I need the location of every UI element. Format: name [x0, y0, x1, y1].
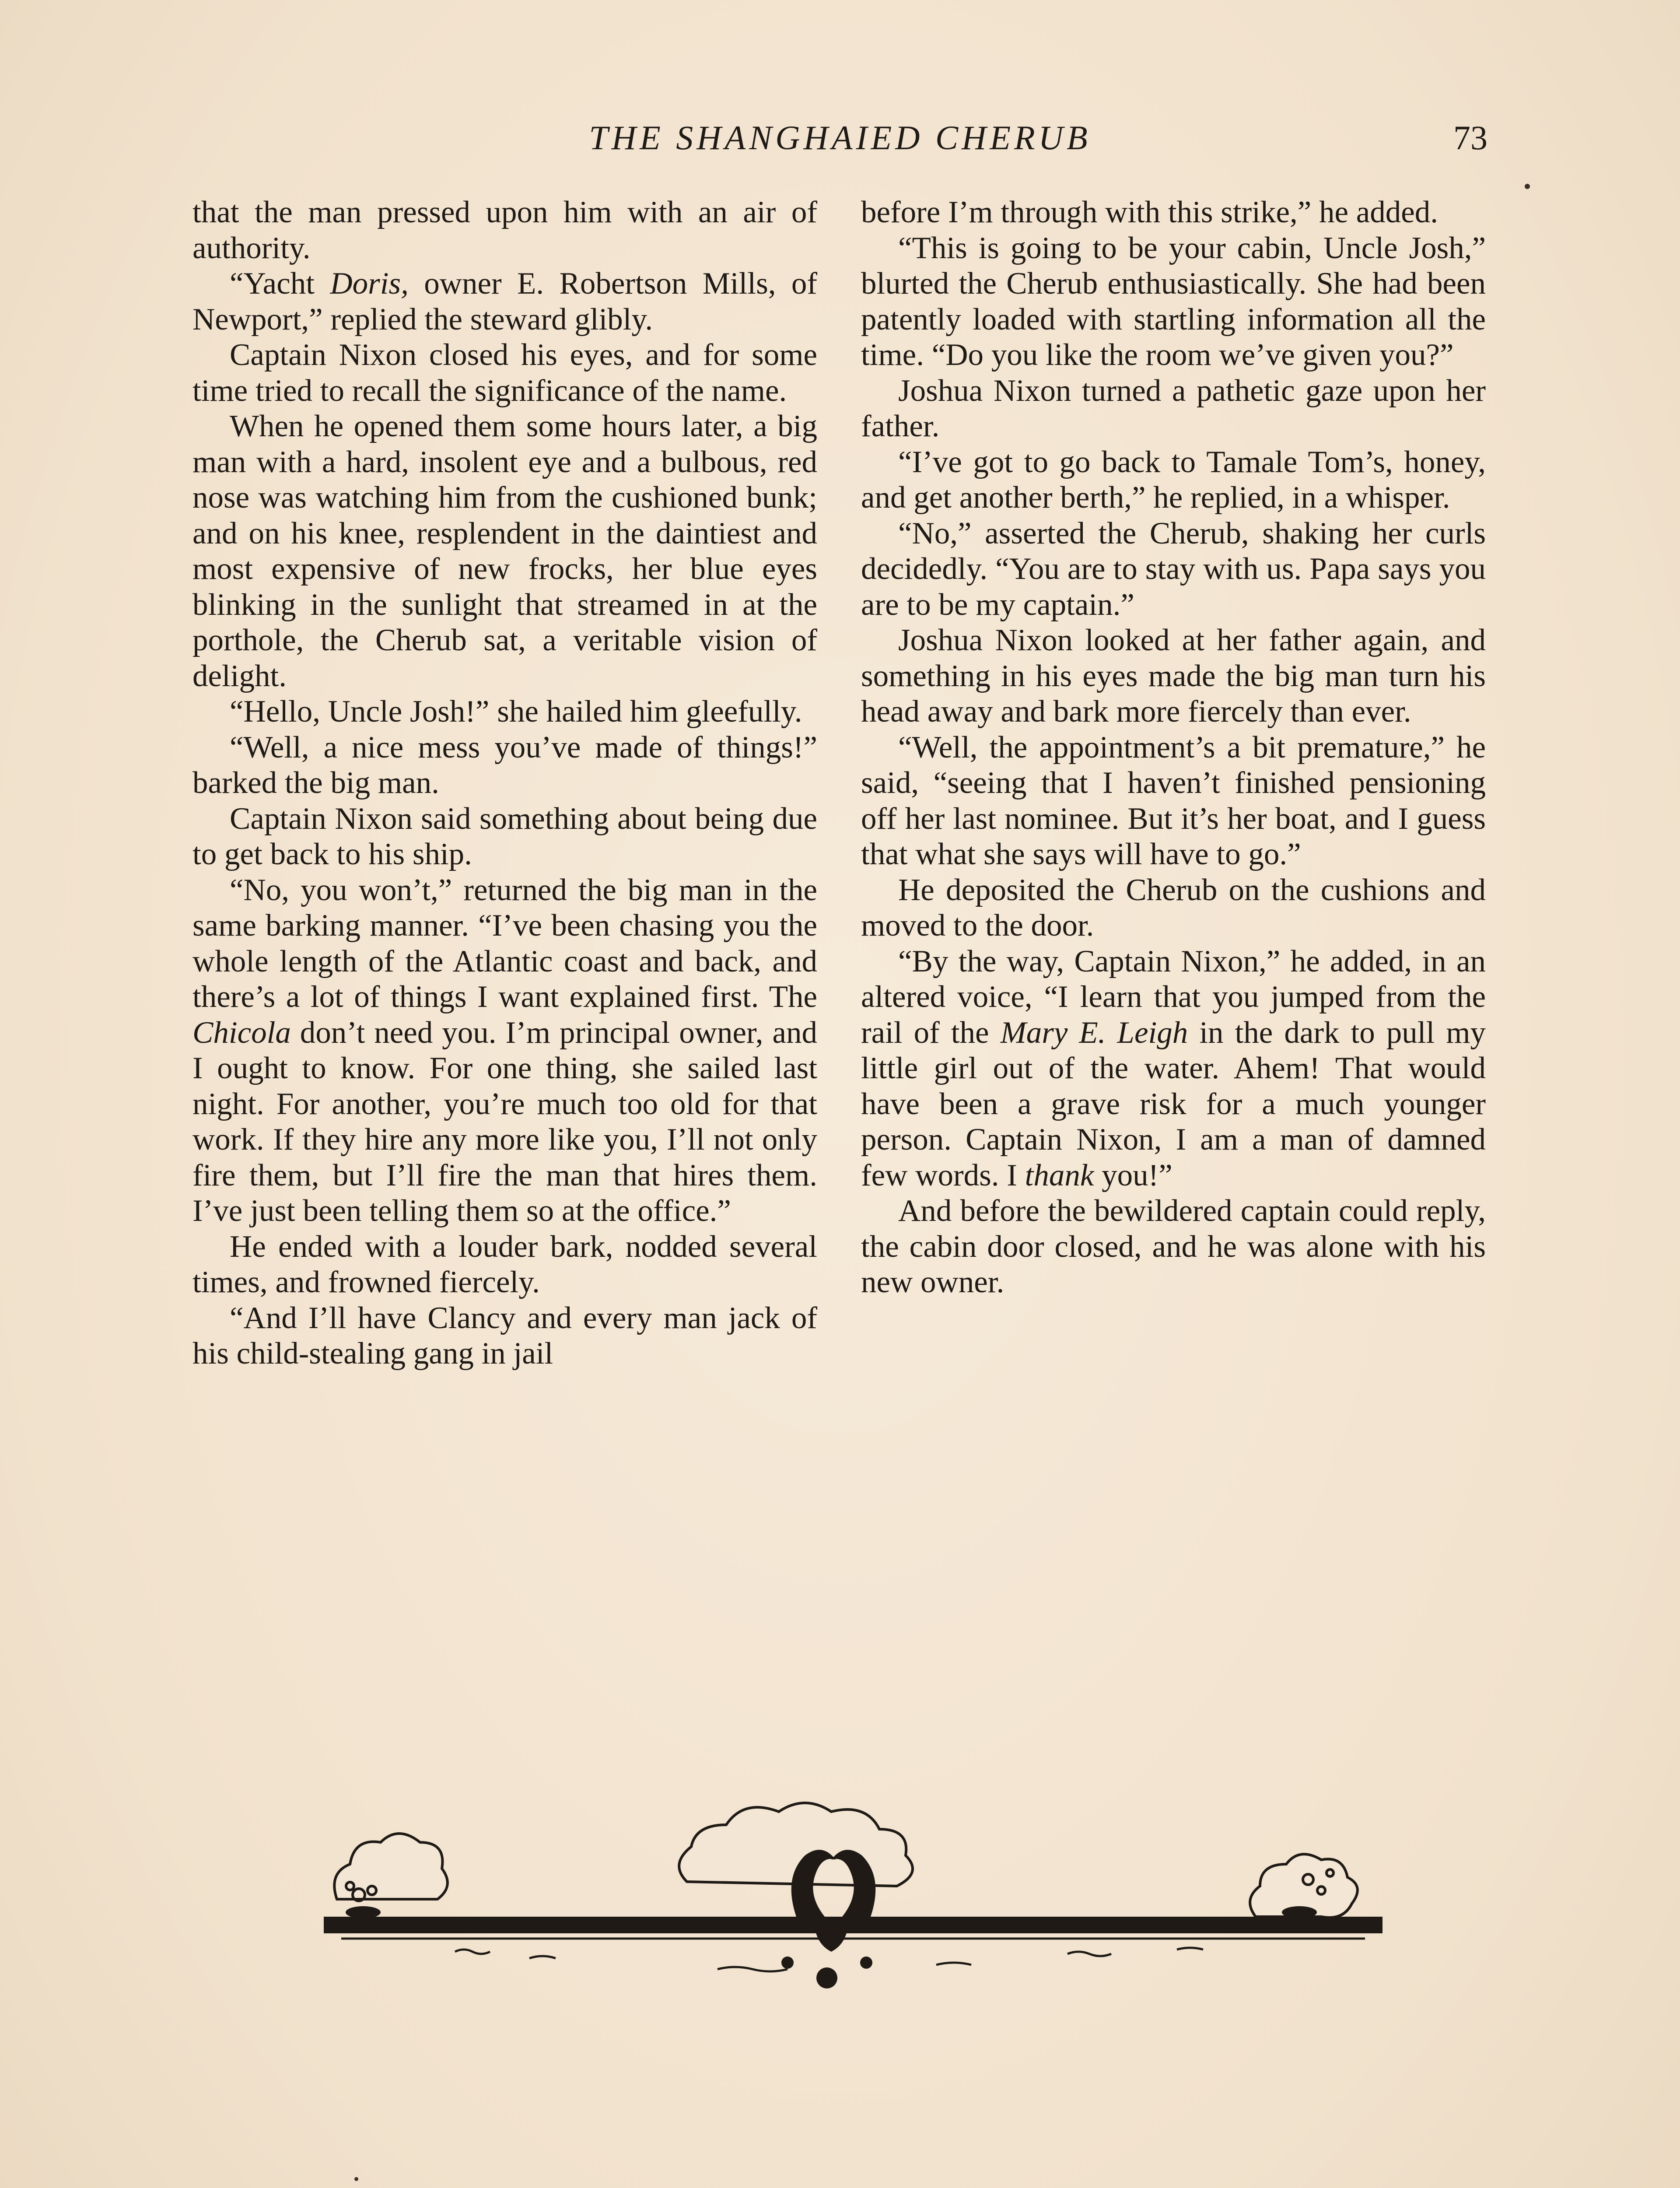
- paragraph: [861, 1193, 1486, 1301]
- paragraph: [192, 730, 817, 801]
- paragraph: [192, 337, 817, 409]
- paragraph: [192, 801, 817, 873]
- text-run: “This is going to be your cabin, Uncle Josh,” blurted the Cherub enthusiastically. She had been patently loaded with startling information all the time. “Do you like the room we’ve given you?”: [861, 231, 1486, 372]
- paragraph: [861, 730, 1486, 873]
- italic-text: Chicola: [192, 1015, 291, 1050]
- paragraph: [861, 195, 1486, 231]
- left-text-column: [192, 195, 817, 1372]
- text-run: When he opened them some hours later, a big man with a hard, insolent eye and a bulbous, red nose was watching him from the cushioned bunk; and on his knee, resplendent in the daintiest and most expensive of new frocks, her blue eyes blinking in the sunlight that streamed in at the porthole, the Cherub sat, a veritable vision of delight.: [192, 409, 817, 693]
- italic-text: Doris,: [330, 266, 409, 301]
- text-run: “Hello, Uncle Josh!” she hailed him gleefully.: [230, 694, 802, 729]
- text-run: “By the way, Captain Nixon,” he added, in an altered voice, “I learn that you jumped from the rail of the: [861, 944, 1486, 1050]
- text-run: Joshua Nixon turned a pathetic gaze upon her father.: [861, 373, 1486, 443]
- paragraph: [192, 266, 817, 337]
- text-run: “Well, a nice mess you’ve made of things!” barked the big man.: [192, 730, 817, 800]
- paragraph: [192, 694, 817, 730]
- paragraph: [861, 231, 1486, 373]
- text-run: Captain Nixon said something about being due to get back to his ship.: [192, 801, 817, 871]
- page-header: [192, 118, 1488, 171]
- text-run: Joshua Nixon looked at her father again, and something in his eyes made the big man turn his head away and bark more fiercely than ever.: [861, 623, 1486, 729]
- paragraph: [861, 873, 1486, 944]
- paragraph: [192, 1229, 817, 1301]
- running-head: THE SHANGHAIED CHERUB: [589, 119, 1091, 157]
- text-run: Captain Nixon closed his eyes, and for some time tried to recall the significance of the name.: [192, 338, 817, 408]
- paragraph: [861, 516, 1486, 623]
- text-run: in the dark to pull my little girl out of the water. Ahem! That would have been a grave risk for a much younger person. Captain Nixon, I am a man of damned few words. I: [861, 1015, 1486, 1192]
- text-run: He deposited the Cherub on the cushions and moved to the door.: [861, 873, 1486, 943]
- text-run: before I’m through with this strike,” he added.: [861, 195, 1438, 229]
- paragraph: [861, 373, 1486, 445]
- text-run: “Yacht: [230, 266, 330, 301]
- text-run: “No,” asserted the Cherub, shaking her curls decidedly. “You are to stay with us. Papa says you are to be my captain.”: [861, 516, 1486, 622]
- paragraph: [861, 445, 1486, 516]
- paragraph: [192, 873, 817, 1229]
- italic-text: Mary E. Leigh: [1000, 1015, 1188, 1050]
- text-run: that the man pressed upon him with an air of authority.: [192, 195, 817, 265]
- text-run: “Well, the appointment’s a bit premature,” he said, “seeing that I haven’t finished pensioning off her last nominee. But it’s her boat, and I guess that what she says will have to go.”: [861, 730, 1486, 871]
- ink-fleck: [354, 2177, 358, 2181]
- paragraph: [861, 623, 1486, 730]
- text-run: He ended with a louder bark, nodded several times, and frowned fiercely.: [192, 1229, 817, 1299]
- text-run: you!”: [1094, 1158, 1172, 1192]
- text-run: “No, you won’t,” returned the big man in the same barking manner. “I’ve been chasing you the whole length of the Atlantic coast and back, and there’s a lot of things I want explained first. The: [192, 873, 817, 1014]
- paragraph: [192, 1301, 817, 1372]
- text-run: don’t need you. I’m principal owner, and I ought to know. For one thing, she sailed last night. For another, you’re much too old for that work. If they hire any more like you, I’ll not only fire them, but I’ll fire the man that hires them. I’ve just been telling them so at the office.”: [192, 1015, 817, 1228]
- ink-fleck: [1525, 184, 1530, 189]
- text-run: “I’ve got to go back to Tamale Tom’s, honey, and get another berth,” he replied, in a whisper.: [861, 445, 1486, 515]
- paragraph: [861, 944, 1486, 1194]
- text-run: owner E. Robertson Mills, of Newport,” replied the steward glibly.: [192, 266, 817, 337]
- text-run: “And I’ll have Clancy and every man jack of his child-stealing gang in jail: [192, 1301, 817, 1371]
- text-run: And before the bewildered captain could reply, the cabin door closed, and he was alone with his new owner.: [861, 1194, 1486, 1299]
- sea-serpents-ornament-icon: [324, 1785, 1382, 2013]
- paragraph: [192, 409, 817, 694]
- paragraph: [192, 195, 817, 266]
- italic-text: thank: [1025, 1158, 1094, 1192]
- page-number: 73: [1453, 119, 1488, 157]
- right-text-column: [861, 195, 1486, 1301]
